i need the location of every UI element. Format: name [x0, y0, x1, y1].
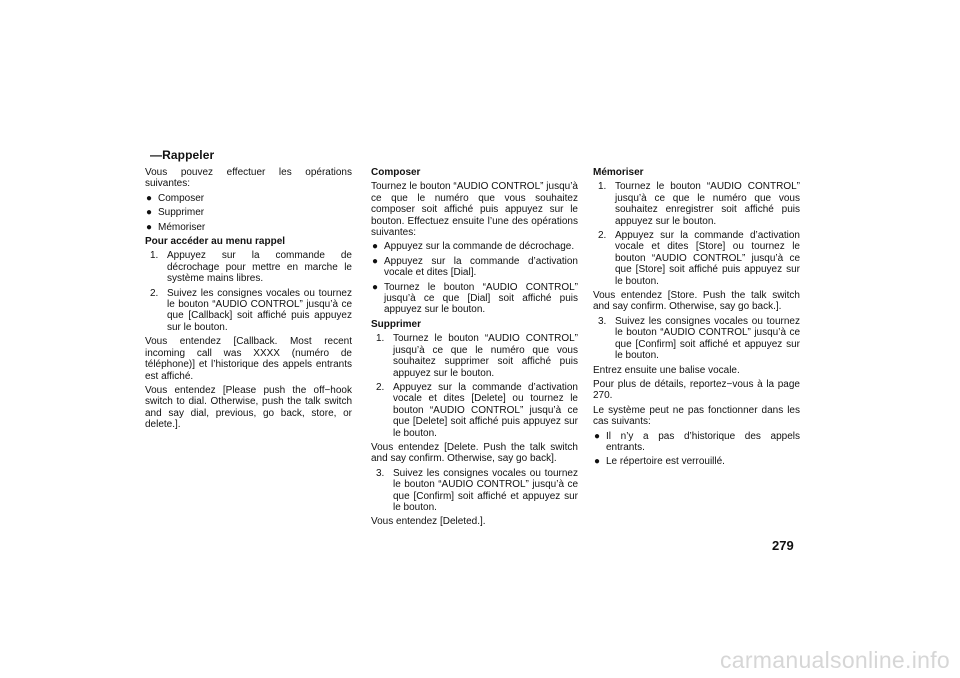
composer-paragraph: Tournez le bouton “AUDIO CONTROL” jusqu’à ce que le numéro que vous souhaitez composer soit affiché puis appuyez sur le bouton. Effectuez ensuite l’une des opérations suivantes: — [371, 181, 578, 239]
bullet-icon: ● — [372, 241, 379, 253]
menu-access-heading: Pour accéder au menu rappel — [145, 236, 286, 248]
column-middle — [371, 167, 578, 531]
bullet-icon: ● — [146, 207, 153, 219]
step-item: 2. Appuyez sur la commande d’activation vocale et dites [Delete] ou tournez le bouton “AUDIO CONTROL” jusqu’à ce que [Delete] soit affiché puis appuyez sur le bouton. — [376, 381, 578, 439]
composer-options — [371, 241, 578, 315]
page-reference-paragraph: Pour plus de détails, reportez−vous à la page 270. — [593, 378, 800, 402]
supprimer-heading: Supprimer — [371, 318, 422, 330]
watermark: carmanualsonline.info — [719, 647, 950, 673]
column-left — [145, 167, 352, 434]
voice-tag-paragraph: Entrez ensuite une balise vocale. — [593, 364, 740, 376]
bullet-icon: ● — [146, 221, 153, 233]
menu-steps — [145, 250, 352, 333]
list-item: ● Il n’y a pas d’historique des appels entrants. — [594, 430, 800, 453]
list-item: ● Supprimer — [146, 207, 205, 219]
bullet-icon: ● — [146, 192, 153, 204]
list-item: ● Mémoriser — [146, 221, 206, 233]
supprimer-steps-cont — [371, 468, 578, 514]
memoriser-steps-cont — [593, 316, 800, 362]
store-prompt-paragraph: Vous entendez [Store. Push the talk switch and say confirm. Otherwise, say go back.]. — [593, 290, 800, 313]
delete-prompt-paragraph: Vous entendez [Delete. Push the talk switch and say confirm. Otherwise, say go back]. — [371, 441, 578, 465]
cases-paragraph: Le système peut ne pas fonctionner dans les cas suivants: — [593, 404, 800, 428]
step-item: 3. Suivez les consignes vocales ou tournez le bouton “AUDIO CONTROL” jusqu’à ce que [Confirm] soit affiché et appuyez sur le bouton. — [376, 467, 578, 513]
list-item: ● Appuyez sur la commande de décrochage. — [372, 241, 575, 253]
list-item: ● Composer — [146, 192, 205, 204]
instructions-paragraph: Vous entendez [Please push the off−hook switch to dial. Otherwise, push the talk switch and say dial, previous, go back, store, or delete.]. — [145, 384, 352, 431]
supprimer-steps — [371, 333, 578, 439]
operations-list — [145, 193, 352, 233]
memoriser-steps — [593, 181, 800, 287]
memoriser-heading: Mémoriser — [593, 167, 644, 178]
page-number: 279 — [772, 538, 794, 553]
step-item: 3. Suivez les consignes vocales ou tournez le bouton “AUDIO CONTROL” jusqu’à ce que [Confirm] soit affiché et appuyez sur le bouton. — [598, 315, 800, 362]
list-item: ● Appuyez sur la commande d’activation vocale et dites [Dial]. — [372, 255, 578, 279]
composer-heading: Composer — [371, 167, 421, 178]
bullet-icon: ● — [372, 281, 379, 293]
column-right — [593, 167, 800, 471]
bullet-icon: ● — [594, 430, 601, 442]
list-item: ● Tournez le bouton “AUDIO CONTROL” jusqu’à ce que [Dial] soit affiché puis appuyez sur le bouton. — [372, 281, 578, 316]
step-item: 1. Tournez le bouton “AUDIO CONTROL” jusqu’à ce que le numéro que vous souhaitez supprimer soit affiché puis appuyez sur le bouton. — [376, 333, 578, 379]
cases-list — [593, 431, 800, 468]
callback-paragraph: Vous entendez [Callback. Most recent incoming call was XXXX (numéro de téléphone)] et l’historique des appels entrants est affiché. — [145, 336, 352, 382]
list-item: ● Le répertoire est verrouillé. — [594, 456, 725, 468]
section-heading: —Rappeler — [150, 148, 215, 162]
intro-text: Vous pouvez effectuer les opérations suivantes: — [145, 167, 352, 190]
step-item: 1. Appuyez sur la commande de décrochage pour mettre en marche le système mains libres. — [150, 250, 352, 285]
deleted-paragraph: Vous entendez [Deleted.]. — [371, 516, 486, 528]
step-item: 2. Suivez les consignes vocales ou tournez le bouton “AUDIO CONTROL” jusqu’à ce que [Callback] soit affiché puis appuyez sur le bouton. — [150, 287, 352, 333]
bullet-icon: ● — [594, 456, 601, 468]
step-item: 2. Appuyez sur la commande d’activation vocale et dites [Store] ou tournez le bouton “AUDIO CONTROL” jusqu’à ce que [Store] soit affiché puis appuyez sur le bouton. — [598, 230, 800, 287]
step-item: 1. Tournez le bouton “AUDIO CONTROL” jusqu’à ce que le numéro que vous souhaitez enregistrer soit affiché puis appuyez sur le bouton. — [598, 181, 800, 227]
bullet-icon: ● — [372, 255, 379, 267]
